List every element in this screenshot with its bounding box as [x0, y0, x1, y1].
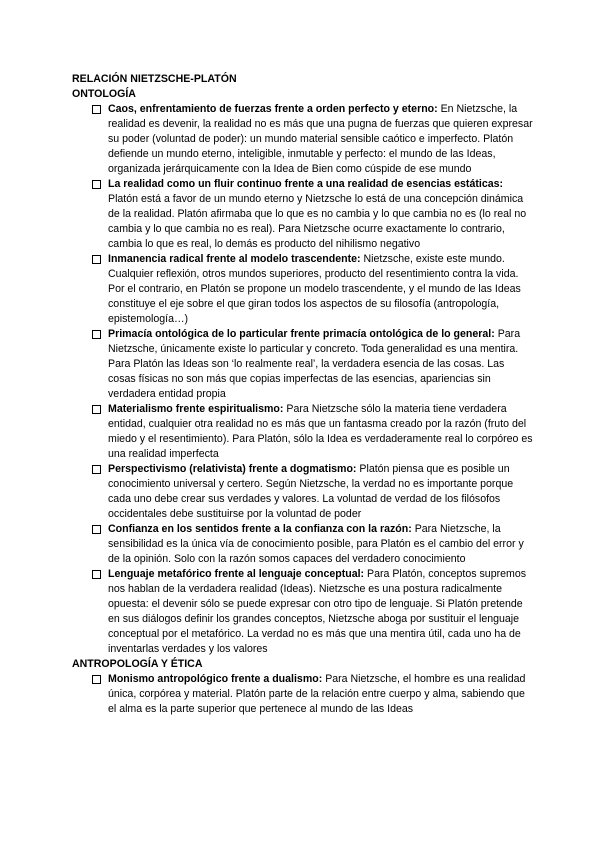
list-item	[92, 102, 534, 177]
item-text: Platón está a favor de un mundo eterno y Nietzsche lo está de una concepción dinámica de la realidad. Platón afirmaba que lo que es no cambia y lo que cambia no es (lo real no cambia y lo que cambia no es real). Para Nietzsche ocurre exactamente lo contrario, cambia lo que es real, lo demás es producto del nihilismo negativo	[108, 193, 527, 250]
item-title: Lenguaje metafórico frente al lenguaje conceptual:	[108, 568, 365, 580]
item-text: Para Nietzsche, únicamente existe lo particular y concreto. Toda generalidad es una mentira. Para Platón las Ideas son ‘lo realmente real’, la verdadera esencia de las cosas. Las cosas físicas no son más que copias imperfectas de las esencias, apariencias sin verdadera entidad propia	[108, 328, 521, 400]
checkbox-icon[interactable]	[92, 180, 101, 189]
item-text: Para Platón, conceptos supremos nos hablan de la verdadera realidad (Ideas). Nietzsche es una postura radicalmente opuesta: el devenir sólo se puede expresar con otro tipo de lenguaje. Si Platón pretende en sus diálogos definir los grandes conceptos, Nietzsche aboga por sustituir el lenguaje conceptual por el metafórico. La verdad no es más que una mentira útil, cada uno ha de inventarlas verdades y los valores	[108, 568, 527, 655]
item-text: Para Nietzsche sólo la materia tiene verdadera entidad, cualquier otra realidad no es más que un fantasma creado por la razón (fruto del miedo y el resentimiento). Para Platón, sólo la Idea es verdaderamente real lo corpóreo es una realidad imperfecta	[108, 403, 533, 460]
list-item	[92, 177, 534, 252]
checkbox-icon[interactable]	[92, 255, 101, 264]
item-title: La realidad como un fluir continuo frente a una realidad de esencias estáticas:	[108, 178, 504, 190]
list-item	[92, 402, 534, 462]
list-item	[92, 522, 534, 567]
item-title: Inmanencia radical frente al modelo trascendente:	[108, 253, 361, 265]
antropologia-list	[92, 672, 534, 717]
item-text: Para Nietzsche, la sensibilidad es la única vía de conocimiento posible, para Platón es el cambio del error y de la opinión. Solo con la razón somos capaces del verdadero conocimiento	[108, 523, 524, 565]
list-item	[92, 252, 534, 327]
section-heading-ontologia: ONTOLOGÍA	[72, 88, 136, 100]
checkbox-icon[interactable]	[92, 570, 101, 579]
checkbox-icon[interactable]	[92, 525, 101, 534]
list-item	[92, 327, 534, 402]
document-title: RELACIÓN NIETZSCHE-PLATÓN	[72, 73, 237, 85]
section-heading-antropologia: ANTROPOLOGÍA Y ÉTICA	[72, 658, 203, 670]
checkbox-icon[interactable]	[92, 675, 101, 684]
list-item	[92, 462, 534, 522]
checkbox-icon[interactable]	[92, 330, 101, 339]
item-title: Perspectivismo (relativista) frente a dogmatismo:	[108, 463, 357, 475]
item-text: En Nietzsche, la realidad es devenir, la realidad no es más que una pugna de fuerzas que quieren expresar su poder (voluntad de poder): un mundo material sensible caótico e imperfecto. Platón defiende un mundo eterno, inteligible, inmutable y perfecto: el mundo de las Ideas, organizada jerárquicamente con la Idea de Bien como cúspide de ese mundo	[108, 103, 533, 175]
item-text: Para Nietzsche, el hombre es una realidad única, corpórea y material. Platón parte de la relación entre cuerpo y alma, sabiendo que el alma es la parte superior que pertenece al mundo de las Ideas	[108, 673, 526, 715]
list-item	[92, 672, 534, 717]
ontologia-list	[92, 102, 534, 657]
checkbox-icon[interactable]	[92, 465, 101, 474]
item-title: Materialismo frente espiritualismo:	[108, 403, 284, 415]
item-title: Monismo antropológico frente a dualismo:	[108, 673, 323, 685]
item-text: Nietzsche, existe este mundo. Cualquier reflexión, otros mundos superiores, producto del resentimiento contra la vida. Por el contrario, en Platón se propone un modelo trascendente, y el mundo de las Ideas constituye el eje sobre el que giran todos los aspectos de su filosofía (antropología, epistemología…)	[108, 253, 521, 325]
checkbox-icon[interactable]	[92, 105, 101, 114]
item-title: Primacía ontológica de lo particular frente primacía ontológica de lo general:	[108, 328, 495, 340]
item-title: Caos, enfrentamiento de fuerzas frente a orden perfecto y eterno:	[108, 103, 438, 115]
list-item	[92, 567, 534, 657]
item-text: Platón piensa que es posible un conocimiento universal y certero. Según Nietzsche, la verdad no es importante porque cada uno debe crear sus verdades y valores. La voluntad de verdad de los filósofos occidentales debe sustituirse por la voluntad de poder	[108, 463, 514, 520]
item-title: Confianza en los sentidos frente a la confianza con la razón:	[108, 523, 412, 535]
checkbox-icon[interactable]	[92, 405, 101, 414]
document-content	[72, 72, 534, 717]
